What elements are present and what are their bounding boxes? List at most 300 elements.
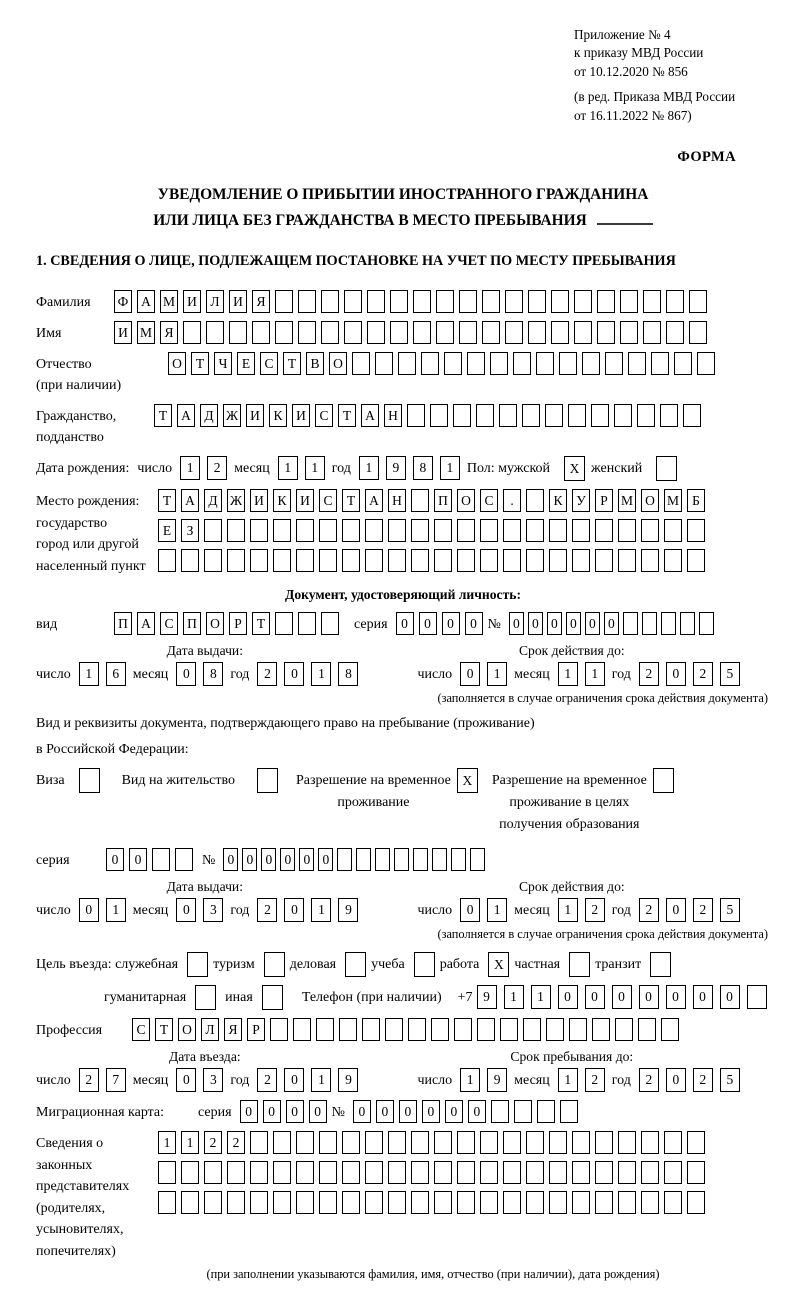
legal-representatives-box[interactable] xyxy=(549,1131,567,1154)
birth-place-box[interactable] xyxy=(664,519,682,542)
citizenship-box[interactable] xyxy=(499,404,517,427)
birth-place-box[interactable] xyxy=(296,549,314,572)
permit-number-box[interactable] xyxy=(394,848,409,871)
legal-representatives-box[interactable] xyxy=(526,1161,544,1184)
legal-representatives-box[interactable] xyxy=(227,1161,245,1184)
doc-series-box[interactable]: 0 xyxy=(442,612,460,635)
profession-box[interactable]: Т xyxy=(155,1018,173,1041)
given-name-box[interactable] xyxy=(689,321,707,344)
doc-number-box[interactable]: 0 xyxy=(566,612,581,635)
permit-issue-month-box[interactable]: 0 xyxy=(176,898,196,922)
entry-day-box[interactable]: 2 xyxy=(79,1068,99,1092)
permit-number-box[interactable] xyxy=(451,848,466,871)
profession-box[interactable] xyxy=(615,1018,633,1041)
birth-place-box[interactable]: С xyxy=(480,489,498,512)
birth-place-box[interactable] xyxy=(342,519,360,542)
given-name-box[interactable] xyxy=(643,321,661,344)
surname-box[interactable] xyxy=(666,290,684,313)
phone-box[interactable]: 0 xyxy=(666,985,686,1009)
doc-type-box[interactable]: С xyxy=(160,612,178,635)
permit-series-box[interactable]: 0 xyxy=(106,848,124,871)
profession-box[interactable]: О xyxy=(178,1018,196,1041)
permit-number-box[interactable] xyxy=(470,848,485,871)
birth-place-box[interactable] xyxy=(250,519,268,542)
patronymic-box[interactable] xyxy=(559,352,577,375)
permit-series-box[interactable]: 0 xyxy=(129,848,147,871)
legal-representatives-box[interactable] xyxy=(319,1161,337,1184)
business-checkbox[interactable] xyxy=(345,952,366,977)
work-checkbox[interactable]: X xyxy=(488,952,509,977)
doc-issue-year-box[interactable]: 1 xyxy=(311,662,331,686)
permit-expiry-year-box[interactable]: 5 xyxy=(720,898,740,922)
patronymic-box[interactable] xyxy=(536,352,554,375)
birth-place-box[interactable] xyxy=(250,549,268,572)
legal-representatives-box[interactable] xyxy=(365,1191,383,1214)
male-checkbox[interactable]: X xyxy=(564,456,585,481)
phone-box[interactable]: 0 xyxy=(639,985,659,1009)
legal-representatives-box[interactable] xyxy=(158,1191,176,1214)
legal-representatives-box[interactable] xyxy=(503,1161,521,1184)
phone-box[interactable]: 0 xyxy=(612,985,632,1009)
surname-box[interactable] xyxy=(344,290,362,313)
official-checkbox[interactable] xyxy=(187,952,208,977)
birth-place-box[interactable]: С xyxy=(319,489,337,512)
surname-box[interactable] xyxy=(413,290,431,313)
doc-number-box[interactable] xyxy=(642,612,657,635)
permit-number-box[interactable] xyxy=(413,848,428,871)
profession-box[interactable] xyxy=(661,1018,679,1041)
birth-place-box[interactable] xyxy=(572,549,590,572)
migration-number-box[interactable] xyxy=(537,1100,555,1123)
citizenship-box[interactable] xyxy=(568,404,586,427)
doc-number-box[interactable] xyxy=(680,612,695,635)
legal-representatives-box[interactable] xyxy=(595,1191,613,1214)
permit-expiry-day-box[interactable]: 1 xyxy=(487,898,507,922)
phone-box[interactable]: 0 xyxy=(585,985,605,1009)
legal-representatives-box[interactable] xyxy=(388,1191,406,1214)
tourism-checkbox[interactable] xyxy=(264,952,285,977)
permit-expiry-year-box[interactable]: 2 xyxy=(639,898,659,922)
doc-expiry-month-box[interactable]: 1 xyxy=(585,662,605,686)
patronymic-box[interactable]: Т xyxy=(283,352,301,375)
legal-representatives-box[interactable] xyxy=(595,1161,613,1184)
legal-representatives-box[interactable] xyxy=(618,1131,636,1154)
humanitarian-checkbox[interactable] xyxy=(195,985,216,1010)
doc-number-box[interactable]: 0 xyxy=(604,612,619,635)
birth-place-box[interactable] xyxy=(641,549,659,572)
birth-place-box[interactable] xyxy=(158,549,176,572)
legal-representatives-box[interactable] xyxy=(687,1131,705,1154)
education-residence-checkbox[interactable] xyxy=(653,768,674,793)
citizenship-box[interactable]: Ж xyxy=(223,404,241,427)
birth-place-box[interactable]: К xyxy=(273,489,291,512)
permit-issue-day-box[interactable]: 0 xyxy=(79,898,99,922)
profession-box[interactable] xyxy=(592,1018,610,1041)
permit-issue-year-box[interactable]: 9 xyxy=(338,898,358,922)
doc-issue-month-box[interactable]: 0 xyxy=(176,662,196,686)
doc-number-box[interactable]: 0 xyxy=(585,612,600,635)
phone-box[interactable]: 0 xyxy=(558,985,578,1009)
doc-series-box[interactable]: 0 xyxy=(419,612,437,635)
given-name-box[interactable] xyxy=(436,321,454,344)
profession-box[interactable] xyxy=(638,1018,656,1041)
surname-box[interactable]: Я xyxy=(252,290,270,313)
birth-day-box[interactable]: 1 xyxy=(180,456,200,480)
surname-box[interactable] xyxy=(505,290,523,313)
migration-number-box[interactable] xyxy=(560,1100,578,1123)
doc-type-box[interactable]: П xyxy=(183,612,201,635)
entry-year-box[interactable]: 2 xyxy=(257,1068,277,1092)
given-name-box[interactable] xyxy=(551,321,569,344)
birth-place-box[interactable]: Р xyxy=(595,489,613,512)
migration-series-box[interactable]: 0 xyxy=(240,1100,258,1123)
birth-place-box[interactable]: Т xyxy=(342,489,360,512)
surname-box[interactable] xyxy=(390,290,408,313)
permit-expiry-day-box[interactable]: 0 xyxy=(460,898,480,922)
given-name-box[interactable] xyxy=(275,321,293,344)
birth-place-box[interactable] xyxy=(227,519,245,542)
given-name-box[interactable] xyxy=(183,321,201,344)
legal-representatives-box[interactable]: 2 xyxy=(227,1131,245,1154)
birth-place-box[interactable] xyxy=(227,549,245,572)
patronymic-box[interactable] xyxy=(375,352,393,375)
permit-expiry-month-box[interactable]: 2 xyxy=(585,898,605,922)
legal-representatives-box[interactable] xyxy=(365,1131,383,1154)
birth-place-box[interactable] xyxy=(595,549,613,572)
patronymic-box[interactable] xyxy=(444,352,462,375)
patronymic-box[interactable]: О xyxy=(168,352,186,375)
phone-box[interactable]: 0 xyxy=(720,985,740,1009)
permit-expiry-year-box[interactable]: 0 xyxy=(666,898,686,922)
legal-representatives-box[interactable] xyxy=(434,1161,452,1184)
permit-series-box[interactable] xyxy=(152,848,170,871)
legal-representatives-box[interactable] xyxy=(480,1191,498,1214)
legal-representatives-box[interactable] xyxy=(457,1131,475,1154)
birth-place-box[interactable] xyxy=(457,549,475,572)
legal-representatives-box[interactable] xyxy=(664,1191,682,1214)
surname-box[interactable] xyxy=(620,290,638,313)
legal-representatives-box[interactable] xyxy=(319,1131,337,1154)
profession-box[interactable] xyxy=(569,1018,587,1041)
patronymic-box[interactable] xyxy=(398,352,416,375)
profession-box[interactable]: С xyxy=(132,1018,150,1041)
birth-year-box[interactable]: 1 xyxy=(359,456,379,480)
doc-issue-day-box[interactable]: 1 xyxy=(79,662,99,686)
citizenship-box[interactable] xyxy=(660,404,678,427)
birth-place-box[interactable] xyxy=(434,519,452,542)
legal-representatives-box[interactable] xyxy=(457,1191,475,1214)
doc-expiry-day-box[interactable]: 0 xyxy=(460,662,480,686)
other-purpose-checkbox[interactable] xyxy=(262,985,283,1010)
citizenship-box[interactable] xyxy=(591,404,609,427)
legal-representatives-box[interactable] xyxy=(526,1191,544,1214)
surname-box[interactable] xyxy=(689,290,707,313)
transit-checkbox[interactable] xyxy=(650,952,671,977)
legal-representatives-box[interactable] xyxy=(181,1161,199,1184)
citizenship-box[interactable]: Н xyxy=(384,404,402,427)
surname-box[interactable] xyxy=(298,290,316,313)
legal-representatives-box[interactable] xyxy=(273,1131,291,1154)
birth-place-box[interactable]: . xyxy=(503,489,521,512)
doc-expiry-year-box[interactable]: 0 xyxy=(666,662,686,686)
birth-place-box[interactable] xyxy=(273,519,291,542)
legal-representatives-box[interactable] xyxy=(434,1131,452,1154)
birth-place-box[interactable]: Т xyxy=(158,489,176,512)
permit-number-box[interactable]: 0 xyxy=(280,848,295,871)
legal-representatives-box[interactable] xyxy=(664,1131,682,1154)
birth-place-box[interactable]: И xyxy=(250,489,268,512)
doc-type-box[interactable]: О xyxy=(206,612,224,635)
patronymic-box[interactable]: Е xyxy=(237,352,255,375)
birth-place-box[interactable]: А xyxy=(181,489,199,512)
citizenship-box[interactable] xyxy=(453,404,471,427)
legal-representatives-box[interactable]: 1 xyxy=(181,1131,199,1154)
legal-representatives-box[interactable] xyxy=(549,1161,567,1184)
entry-year-box[interactable]: 1 xyxy=(311,1068,331,1092)
birth-month-box[interactable]: 1 xyxy=(278,456,298,480)
birth-place-box[interactable] xyxy=(365,519,383,542)
doc-type-box[interactable] xyxy=(321,612,339,635)
birth-year-box[interactable]: 9 xyxy=(386,456,406,480)
legal-representatives-box[interactable] xyxy=(503,1191,521,1214)
birth-place-box[interactable]: М xyxy=(618,489,636,512)
given-name-box[interactable] xyxy=(298,321,316,344)
phone-box[interactable]: 1 xyxy=(531,985,551,1009)
doc-type-box[interactable]: А xyxy=(137,612,155,635)
birth-place-box[interactable] xyxy=(480,519,498,542)
birth-place-box[interactable] xyxy=(365,549,383,572)
surname-box[interactable]: И xyxy=(229,290,247,313)
legal-representatives-box[interactable] xyxy=(572,1131,590,1154)
doc-number-box[interactable] xyxy=(661,612,676,635)
legal-representatives-box[interactable] xyxy=(250,1191,268,1214)
citizenship-box[interactable]: А xyxy=(177,404,195,427)
permit-number-box[interactable]: 0 xyxy=(299,848,314,871)
citizenship-box[interactable] xyxy=(430,404,448,427)
doc-number-box[interactable] xyxy=(623,612,638,635)
patronymic-box[interactable]: Ч xyxy=(214,352,232,375)
birth-place-box[interactable] xyxy=(204,549,222,572)
birth-place-box[interactable]: О xyxy=(641,489,659,512)
doc-issue-year-box[interactable]: 8 xyxy=(338,662,358,686)
entry-day-box[interactable]: 7 xyxy=(106,1068,126,1092)
citizenship-box[interactable]: К xyxy=(269,404,287,427)
birth-place-box[interactable] xyxy=(687,519,705,542)
patronymic-box[interactable]: В xyxy=(306,352,324,375)
phone-box[interactable]: 1 xyxy=(504,985,524,1009)
birth-place-box[interactable] xyxy=(204,519,222,542)
patronymic-box[interactable] xyxy=(513,352,531,375)
legal-representatives-box[interactable] xyxy=(480,1161,498,1184)
birth-place-box[interactable]: Н xyxy=(388,489,406,512)
birth-place-box[interactable]: Д xyxy=(204,489,222,512)
permit-series-box[interactable] xyxy=(175,848,193,871)
given-name-box[interactable] xyxy=(344,321,362,344)
doc-type-box[interactable]: Т xyxy=(252,612,270,635)
profession-box[interactable] xyxy=(477,1018,495,1041)
patronymic-box[interactable] xyxy=(628,352,646,375)
surname-box[interactable]: А xyxy=(137,290,155,313)
birth-place-box[interactable] xyxy=(411,519,429,542)
visa-checkbox[interactable] xyxy=(79,768,100,793)
citizenship-box[interactable]: Т xyxy=(338,404,356,427)
birth-place-box[interactable] xyxy=(526,549,544,572)
migration-number-box[interactable]: 0 xyxy=(468,1100,486,1123)
birth-place-box[interactable] xyxy=(687,549,705,572)
given-name-box[interactable] xyxy=(367,321,385,344)
patronymic-box[interactable] xyxy=(697,352,715,375)
birth-place-box[interactable] xyxy=(618,519,636,542)
birth-place-box[interactable] xyxy=(181,549,199,572)
migration-series-box[interactable]: 0 xyxy=(286,1100,304,1123)
legal-representatives-box[interactable] xyxy=(411,1131,429,1154)
birth-month-box[interactable]: 1 xyxy=(305,456,325,480)
birth-place-box[interactable] xyxy=(434,549,452,572)
profession-box[interactable]: Р xyxy=(247,1018,265,1041)
profession-box[interactable] xyxy=(431,1018,449,1041)
citizenship-box[interactable] xyxy=(522,404,540,427)
legal-representatives-box[interactable] xyxy=(618,1161,636,1184)
birth-day-box[interactable]: 2 xyxy=(207,456,227,480)
legal-representatives-box[interactable] xyxy=(250,1131,268,1154)
legal-representatives-box[interactable] xyxy=(549,1191,567,1214)
surname-box[interactable] xyxy=(574,290,592,313)
profession-box[interactable] xyxy=(500,1018,518,1041)
birth-year-box[interactable]: 8 xyxy=(413,456,433,480)
legal-representatives-box[interactable] xyxy=(342,1191,360,1214)
doc-issue-year-box[interactable]: 0 xyxy=(284,662,304,686)
doc-type-box[interactable] xyxy=(298,612,316,635)
stay-until-month-box[interactable]: 2 xyxy=(585,1068,605,1092)
birth-place-box[interactable] xyxy=(526,489,544,512)
birth-place-box[interactable] xyxy=(618,549,636,572)
doc-series-box[interactable]: 0 xyxy=(465,612,483,635)
temporary-residence-checkbox[interactable]: X xyxy=(457,768,478,793)
doc-issue-year-box[interactable]: 2 xyxy=(257,662,277,686)
patronymic-box[interactable] xyxy=(490,352,508,375)
entry-year-box[interactable]: 9 xyxy=(338,1068,358,1092)
legal-representatives-box[interactable] xyxy=(411,1191,429,1214)
doc-expiry-month-box[interactable]: 1 xyxy=(558,662,578,686)
doc-issue-day-box[interactable]: 6 xyxy=(106,662,126,686)
legal-representatives-box[interactable] xyxy=(204,1191,222,1214)
birth-place-box[interactable]: М xyxy=(664,489,682,512)
birth-place-box[interactable] xyxy=(664,549,682,572)
birth-place-box[interactable]: А xyxy=(365,489,383,512)
birth-place-box[interactable] xyxy=(342,549,360,572)
permit-issue-year-box[interactable]: 0 xyxy=(284,898,304,922)
birth-place-box[interactable] xyxy=(641,519,659,542)
patronymic-box[interactable] xyxy=(467,352,485,375)
profession-box[interactable] xyxy=(523,1018,541,1041)
birth-place-box[interactable] xyxy=(411,549,429,572)
permit-expiry-year-box[interactable]: 2 xyxy=(693,898,713,922)
citizenship-box[interactable] xyxy=(407,404,425,427)
patronymic-box[interactable] xyxy=(651,352,669,375)
citizenship-box[interactable] xyxy=(545,404,563,427)
doc-number-box[interactable] xyxy=(699,612,714,635)
profession-box[interactable] xyxy=(546,1018,564,1041)
doc-expiry-year-box[interactable]: 5 xyxy=(720,662,740,686)
legal-representatives-box[interactable] xyxy=(526,1131,544,1154)
entry-year-box[interactable]: 0 xyxy=(284,1068,304,1092)
doc-number-box[interactable]: 0 xyxy=(509,612,524,635)
surname-box[interactable] xyxy=(643,290,661,313)
patronymic-box[interactable]: С xyxy=(260,352,278,375)
permit-number-box[interactable] xyxy=(356,848,371,871)
legal-representatives-box[interactable] xyxy=(181,1191,199,1214)
given-name-box[interactable] xyxy=(620,321,638,344)
patronymic-box[interactable] xyxy=(674,352,692,375)
doc-issue-month-box[interactable]: 8 xyxy=(203,662,223,686)
birth-place-box[interactable] xyxy=(319,549,337,572)
given-name-box[interactable] xyxy=(597,321,615,344)
surname-box[interactable] xyxy=(551,290,569,313)
legal-representatives-box[interactable] xyxy=(342,1131,360,1154)
legal-representatives-box[interactable] xyxy=(457,1161,475,1184)
citizenship-box[interactable]: И xyxy=(292,404,310,427)
permit-number-box[interactable]: 0 xyxy=(261,848,276,871)
legal-representatives-box[interactable] xyxy=(204,1161,222,1184)
permit-number-box[interactable]: 0 xyxy=(242,848,257,871)
doc-series-box[interactable]: 0 xyxy=(396,612,414,635)
legal-representatives-box[interactable] xyxy=(227,1191,245,1214)
patronymic-box[interactable] xyxy=(582,352,600,375)
legal-representatives-box[interactable] xyxy=(319,1191,337,1214)
profession-box[interactable] xyxy=(454,1018,472,1041)
permit-expiry-month-box[interactable]: 1 xyxy=(558,898,578,922)
given-name-box[interactable] xyxy=(666,321,684,344)
doc-expiry-day-box[interactable]: 1 xyxy=(487,662,507,686)
legal-representatives-box[interactable] xyxy=(388,1161,406,1184)
doc-number-box[interactable]: 0 xyxy=(528,612,543,635)
birth-place-box[interactable] xyxy=(503,549,521,572)
given-name-box[interactable] xyxy=(413,321,431,344)
migration-number-box[interactable]: 0 xyxy=(422,1100,440,1123)
birth-place-box[interactable] xyxy=(388,519,406,542)
stay-until-month-box[interactable]: 1 xyxy=(558,1068,578,1092)
doc-number-box[interactable]: 0 xyxy=(547,612,562,635)
birth-place-box[interactable] xyxy=(503,519,521,542)
migration-number-box[interactable] xyxy=(514,1100,532,1123)
surname-box[interactable] xyxy=(597,290,615,313)
profession-box[interactable] xyxy=(316,1018,334,1041)
legal-representatives-box[interactable] xyxy=(641,1161,659,1184)
legal-representatives-box[interactable] xyxy=(595,1131,613,1154)
given-name-box[interactable] xyxy=(574,321,592,344)
permit-number-box[interactable]: 0 xyxy=(318,848,333,871)
patronymic-box[interactable]: Т xyxy=(191,352,209,375)
migration-number-box[interactable]: 0 xyxy=(376,1100,394,1123)
profession-box[interactable] xyxy=(339,1018,357,1041)
surname-box[interactable] xyxy=(459,290,477,313)
legal-representatives-box[interactable] xyxy=(480,1131,498,1154)
permit-issue-month-box[interactable]: 3 xyxy=(203,898,223,922)
legal-representatives-box[interactable] xyxy=(664,1161,682,1184)
legal-representatives-box[interactable] xyxy=(250,1161,268,1184)
entry-month-box[interactable]: 3 xyxy=(203,1068,223,1092)
legal-representatives-box[interactable] xyxy=(641,1131,659,1154)
birth-place-box[interactable] xyxy=(388,549,406,572)
study-checkbox[interactable] xyxy=(414,952,435,977)
birth-place-box[interactable]: Ж xyxy=(227,489,245,512)
legal-representatives-box[interactable] xyxy=(273,1161,291,1184)
surname-box[interactable] xyxy=(482,290,500,313)
migration-number-box[interactable]: 0 xyxy=(399,1100,417,1123)
phone-box[interactable] xyxy=(747,985,767,1009)
patronymic-box[interactable]: О xyxy=(329,352,347,375)
birth-place-box[interactable] xyxy=(595,519,613,542)
